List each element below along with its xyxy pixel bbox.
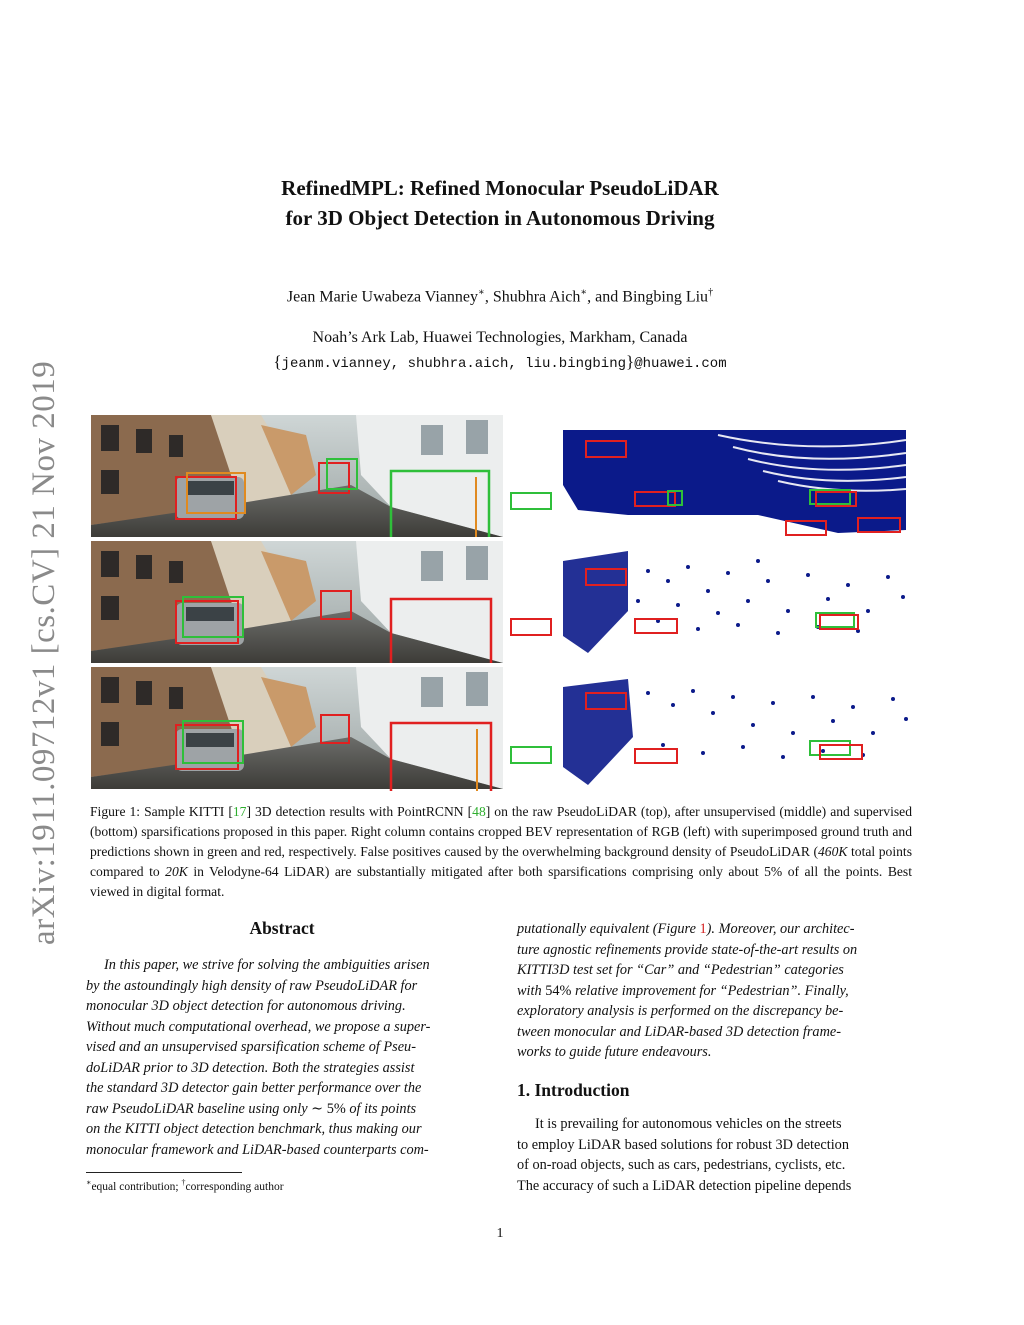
abstract-line: KITTI3D test set for “Car” and “Pedestrian” categories <box>517 962 844 978</box>
abstract-line-part: with <box>517 982 546 999</box>
author-1: Jean Marie Uwabeza Vianney <box>286 288 479 306</box>
email-brace-open: { <box>273 352 282 371</box>
abstract-line: doLiDAR prior to 3D detection. Both the strategies assist <box>86 1059 415 1076</box>
abstract-line: tween monocular and LiDAR-based 3D detection frame- <box>517 1023 842 1040</box>
abstract-line-part: ). Moreover, our architec- <box>706 921 855 937</box>
abstract-line <box>86 1099 478 1120</box>
equal-mark-2: ∗ <box>580 287 588 298</box>
arxiv-stamp: arXiv:1911.09712v1 [cs.CV] 21 Nov 2019 <box>26 360 62 945</box>
intro-line: of on-road objects, such as cars, pedestrians, cyclists, etc. <box>517 1157 846 1173</box>
caption-text-6: of all the points. Best viewed in digital format. <box>90 864 912 899</box>
abstract-heading: Abstract <box>249 918 315 938</box>
bev-panel-supervised <box>511 679 908 785</box>
caption-text-3: ] on the raw PseudoLiDAR (top), after unsupervised (middle) and supervised (bottom) sparsifications proposed in this paper. Right column contains cropped BEV representation of RGB (left) with superimposed ground truth and predictions shown in green and red, respectively. False positives caused by the overwhelming background density of PseudoLiDAR ( <box>90 804 912 859</box>
abstract-line: monocular 3D object detection for autonomous driving. <box>86 998 406 1014</box>
abstract-line: monocular framework and LiDAR-based counterparts com- <box>86 1141 429 1158</box>
abstract-line-part: raw PseudoLiDAR baseline using only <box>86 1100 312 1117</box>
footnote-text-2: corresponding author <box>185 1180 284 1193</box>
caption-text-2: ] 3D detection results with PointRCNN [ <box>246 804 473 819</box>
emails <box>0 352 1000 372</box>
footnote-rule <box>86 1172 242 1173</box>
intro-line: It is prevailing for autonomous vehicles on the streets <box>535 1116 842 1132</box>
intro-line: to employ LiDAR based solutions for robust 3D detection <box>517 1136 849 1153</box>
title-line-2: for 3D Object Detection in Autonomous Driving <box>285 206 715 230</box>
bev-panels <box>508 415 912 791</box>
footnote-text-1: equal contribution; <box>91 1180 182 1193</box>
page-number: 1 <box>496 1226 504 1241</box>
abstract-line: In this paper, we strive for solving the ambiguities arisen <box>104 957 430 973</box>
introduction-body <box>517 1114 911 1196</box>
abstract-line: vised and an unsupervised sparsification scheme of Pseu- <box>86 1039 416 1055</box>
rgb-panel-supervised <box>91 667 503 791</box>
authors <box>0 287 1000 306</box>
abstract-line: exploratory analysis is performed on the discrepancy be- <box>517 1003 844 1019</box>
email-names: jeanm.vianney, shubhra.aich, liu.bingbing <box>281 356 627 372</box>
figure-1-link[interactable]: 1 <box>699 921 707 937</box>
affiliation: Noah’s Ark Lab, Huawei Technologies, Markham, Canada <box>312 329 688 346</box>
caption-text-4: total points compared to <box>90 844 912 879</box>
math-20k: 20K <box>165 864 188 879</box>
abstract-line: Without much computational overhead, we propose a super- <box>86 1018 431 1035</box>
abstract-line-part: relative improvement for “Pedestrian”. Finally, <box>571 982 849 999</box>
abstract-line <box>517 981 911 1002</box>
bev-panel-unsupervised <box>511 551 905 653</box>
abstract-continued <box>517 919 911 1063</box>
title-line-1: RefinedMPL: Refined Monocular PseudoLiDAR <box>281 176 719 200</box>
citation-link-17[interactable]: 17 <box>232 804 247 819</box>
abstract-line: the standard 3D detector gain better performance over the <box>86 1080 422 1096</box>
abstract-line-part: putationally equivalent (Figure <box>517 921 700 937</box>
abstract-line <box>517 919 911 940</box>
author-3: , and Bingbing Liu <box>587 288 709 306</box>
email-brace-close: } <box>626 352 635 371</box>
caption-text-1: Figure 1: Sample KITTI [ <box>90 804 233 819</box>
caption-text-5: in Velodyne-64 LiDAR) are substantially mitigated after both sparsifications comprising only about <box>187 864 765 879</box>
abstract-line: on the KITTI object detection benchmark, thus making our <box>86 1121 422 1137</box>
footnote <box>86 1178 284 1193</box>
abstract-line: by the astoundingly high density of raw PseudoLiDAR for <box>86 977 418 994</box>
footnote-star: ∗ <box>86 1178 92 1187</box>
abstract-line-part: of its points <box>345 1100 417 1117</box>
footnote-dagger: † <box>181 1178 186 1187</box>
math-approx-5-percent: ∼ 5% <box>311 1100 346 1117</box>
abstract-line: works to guide future endeavours. <box>517 1044 712 1060</box>
citation-link-48[interactable]: 48 <box>472 804 486 819</box>
rgb-panels <box>91 415 503 791</box>
bev-panel-raw <box>511 430 906 535</box>
equal-mark-1: ∗ <box>478 287 485 298</box>
corresponding-mark: † <box>708 287 714 298</box>
email-domain: @huawei.com <box>634 356 727 372</box>
abstract-body <box>86 955 478 1160</box>
introduction-heading: 1. Introduction <box>517 1080 630 1100</box>
abstract-line: ture agnostic refinements provide state-of-the-art results on <box>517 941 858 958</box>
rgb-panel-unsupervised <box>91 541 503 663</box>
math-54-percent: 54% <box>545 982 572 999</box>
rgb-panel-raw <box>91 415 503 537</box>
paper-title <box>0 173 1000 233</box>
math-5-percent: 5% <box>764 864 783 879</box>
intro-line: The accuracy of such a LiDAR detection pipeline depends <box>517 1177 852 1194</box>
figure-caption <box>90 802 912 902</box>
author-2: , Shubhra Aich <box>484 288 581 306</box>
math-460k: 460K <box>817 844 848 859</box>
